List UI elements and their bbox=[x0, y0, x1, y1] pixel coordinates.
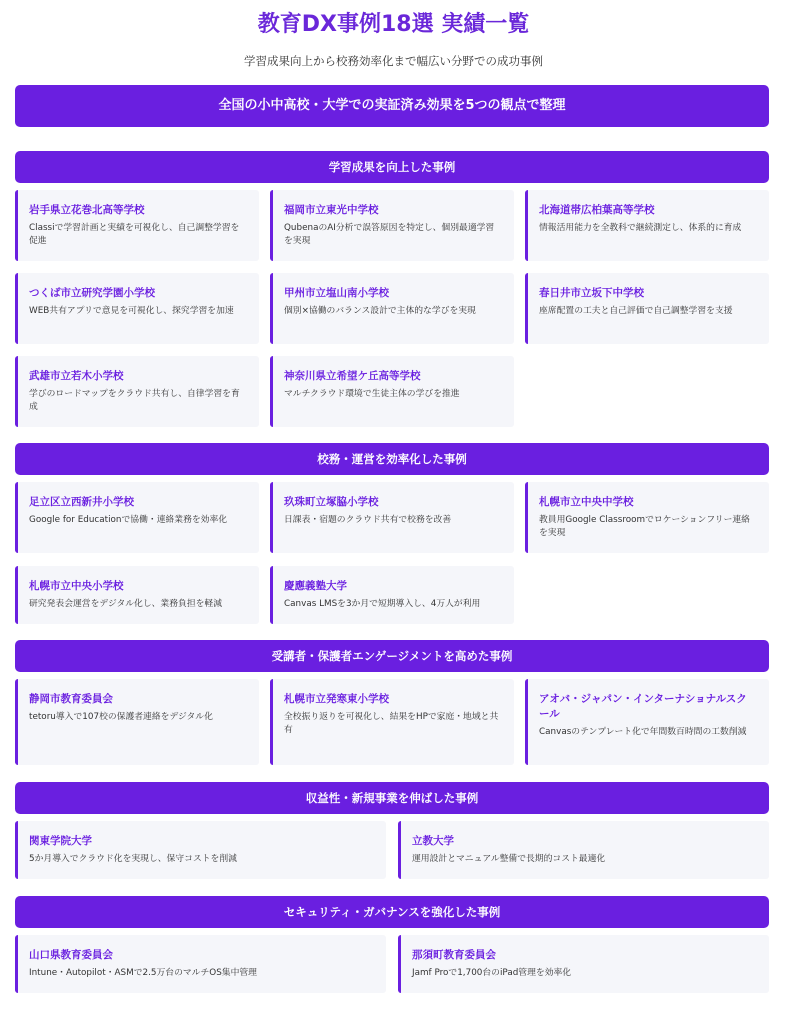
case-title: 札幌市立中央小学校 bbox=[29, 580, 124, 592]
case-title: 春日井市立坂下中学校 bbox=[539, 287, 644, 299]
case-card bbox=[398, 935, 769, 993]
case-card bbox=[270, 482, 514, 553]
page-title: 教育DX事例18選 実績一覧 bbox=[257, 12, 530, 37]
case-card bbox=[398, 821, 769, 879]
case-title: 玖珠町立塚脇小学校 bbox=[284, 496, 379, 508]
section-header-security: セキュリティ・ガバナンスを強化した事例 bbox=[15, 896, 769, 928]
case-title: 北海道帯広柏葉高等学校 bbox=[539, 204, 655, 216]
case-description: 座席配置の工夫と自己評価で自己調整学習を支援 bbox=[539, 306, 733, 316]
case-card bbox=[15, 356, 259, 427]
case-card bbox=[270, 566, 514, 624]
case-title: 関東学院大学 bbox=[29, 835, 92, 847]
case-title: 岩手県立花巻北高等学校 bbox=[29, 204, 145, 216]
case-title: 札幌市立発寒東小学校 bbox=[284, 693, 389, 705]
section-header-operations: 校務・運営を効率化した事例 bbox=[15, 443, 769, 475]
case-description: 5か月導入でクラウド化を実現し、保守コストを削減 bbox=[29, 854, 237, 864]
case-title: 武雄市立若木小学校 bbox=[29, 370, 124, 382]
case-description: Intune・Autopilot・ASMで2.5万台のマルチOS集中管理 bbox=[29, 968, 257, 978]
case-card bbox=[15, 821, 386, 879]
case-card bbox=[15, 566, 259, 624]
case-description: Classiで学習計画と実績を可視化し、自己調整学習を促進 bbox=[29, 223, 240, 246]
case-title: 慶應義塾大学 bbox=[284, 580, 347, 592]
section-header-revenue: 収益性・新規事業を伸ばした事例 bbox=[15, 782, 769, 814]
case-title: 神奈川県立希望ケ丘高等学校 bbox=[284, 370, 421, 382]
case-title: 甲州市立塩山南小学校 bbox=[284, 287, 389, 299]
case-card bbox=[525, 190, 769, 261]
case-title: 静岡市教育委員会 bbox=[29, 693, 113, 705]
section-header-engagement: 受講者・保護者エンゲージメントを高めた事例 bbox=[15, 640, 769, 672]
case-description: 全校振り返りを可視化し、結果をHPで家庭・地域と共有 bbox=[284, 712, 499, 735]
case-card bbox=[525, 273, 769, 344]
case-description: 教員用Google Classroomでロケーションフリー連絡を実現 bbox=[539, 515, 750, 538]
case-description: 学びのロードマップをクラウド共有し、自律学習を育成 bbox=[29, 389, 240, 412]
case-card bbox=[525, 482, 769, 553]
case-card bbox=[15, 935, 386, 993]
case-description: マルチクラウド環境で生徒主体の学びを推進 bbox=[284, 389, 460, 399]
case-title: アオバ・ジャパン・インターナショナルスクール bbox=[539, 693, 747, 720]
summary-banner: 全国の小中高校・大学での実証済み効果を5つの観点で整理 bbox=[15, 85, 769, 127]
section-header-learning: 学習成果を向上した事例 bbox=[15, 151, 769, 183]
case-description: QubenaのAI分析で誤答原因を特定し、個別最適学習を実現 bbox=[284, 223, 495, 246]
case-description: Google for Educationで協働・連絡業務を効率化 bbox=[29, 515, 228, 525]
case-card bbox=[15, 273, 259, 344]
case-title: つくば市立研究学園小学校 bbox=[29, 287, 155, 299]
page-subtitle: 学習成果向上から校務効率化まで幅広い分野での成功事例 bbox=[244, 54, 543, 68]
case-card bbox=[270, 356, 514, 427]
case-card bbox=[270, 679, 514, 765]
case-title: 山口県教育委員会 bbox=[29, 949, 113, 961]
case-title: 福岡市立東光中学校 bbox=[284, 204, 379, 216]
case-title: 那須町教育委員会 bbox=[412, 949, 496, 961]
case-card bbox=[15, 482, 259, 553]
case-card bbox=[15, 679, 259, 765]
case-title: 札幌市立中央中学校 bbox=[539, 496, 634, 508]
case-description: Canvas LMSを3か月で短期導入し、4万人が利用 bbox=[284, 599, 481, 609]
case-description: 運用設計とマニュアル整備で長期的コスト最適化 bbox=[412, 854, 606, 864]
case-card bbox=[270, 273, 514, 344]
case-description: tetoru導入で107校の保護者連絡をデジタル化 bbox=[29, 712, 213, 722]
case-description: 日課表・宿題のクラウド共有で校務を改善 bbox=[284, 515, 452, 525]
case-title: 足立区立西新井小学校 bbox=[29, 496, 134, 508]
case-description: Jamf Proで1,700台のiPad管理を効率化 bbox=[412, 968, 572, 978]
case-title: 立教大学 bbox=[412, 835, 454, 847]
case-card bbox=[525, 679, 769, 765]
case-description: Canvasのテンプレート化で年間数百時間の工数削減 bbox=[539, 727, 747, 737]
case-description: 情報活用能力を全教科で継続測定し、体系的に育成 bbox=[539, 223, 742, 233]
case-description: WEB共有アプリで意見を可視化し、探究学習を加速 bbox=[29, 306, 234, 316]
case-description: 個別×協働のバランス設計で主体的な学びを実現 bbox=[284, 306, 476, 316]
case-card bbox=[15, 190, 259, 261]
case-description: 研究発表会運営をデジタル化し、業務負担を軽減 bbox=[29, 599, 223, 609]
case-card bbox=[270, 190, 514, 261]
